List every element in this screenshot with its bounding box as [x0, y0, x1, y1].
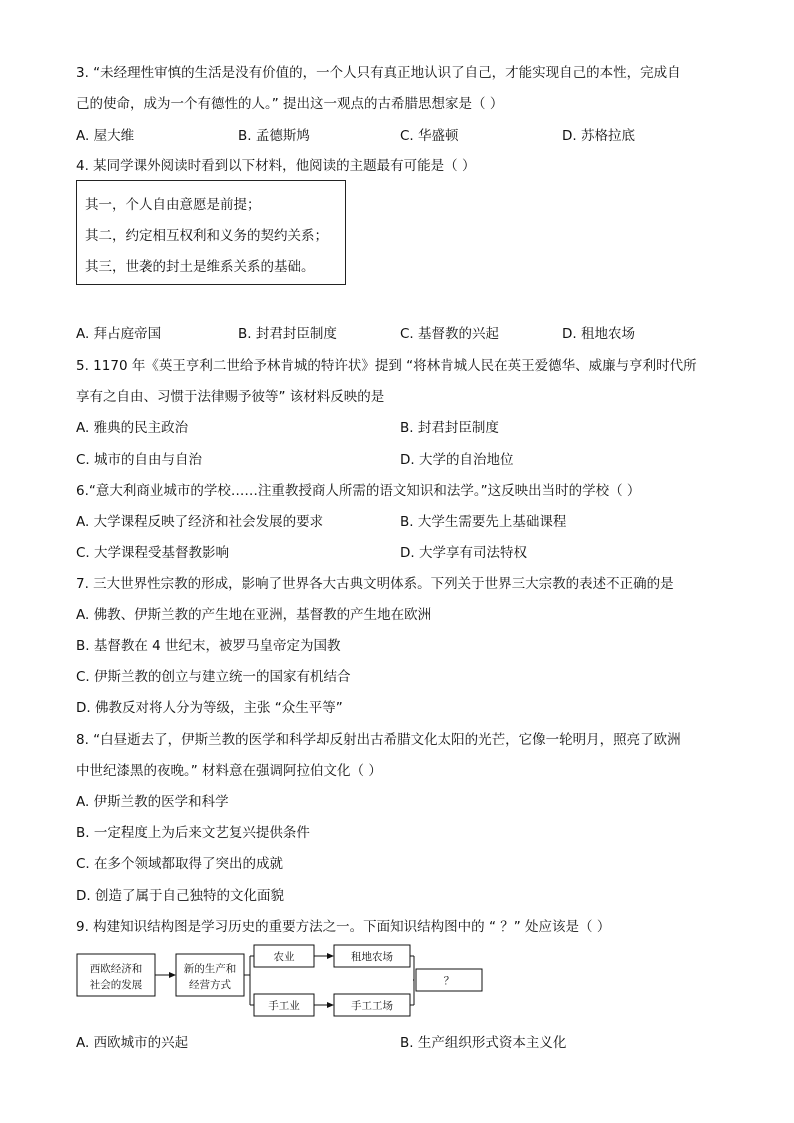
diagram-root-label: 西欧经济和: [89, 963, 143, 975]
diagram-unknown-label: ？: [443, 975, 455, 987]
q3-stem-line2: 己的使命，成为一个有德性的人。” 提出这一观点的古希腊思想家是（ ）: [76, 96, 504, 112]
q9-stem: 9. 构建知识结构图是学习历史的重要方法之一。下面知识结构图中的 “ ？” 处应该是（ ）: [76, 919, 611, 935]
q4-material-box: [76, 180, 346, 285]
q3-stem-line1: 3. “未经理性审慎的生活是没有价值的，一个人只有真正地认识了自己，才能实现自己的本性，完成自: [76, 65, 681, 81]
q6-option-d: D. 大学享有司法特权: [400, 545, 527, 561]
q4-material-line: 其三，世袭的封土是维系关系的基础。: [85, 259, 315, 275]
q7-option-d: D. 佛教反对将人分为等级，主张 “众生平等”: [76, 700, 343, 716]
q5-option-d: D. 大学的自治地位: [400, 452, 514, 468]
q6-stem: 6.“意大利商业城市的学校……注重教授商人所需的语文知识和法学。”这反映出当时的学校（ ）: [76, 483, 641, 499]
q8-stem-line2: 中世纪漆黑的夜晚。” 材料意在强调阿拉伯文化（ ）: [76, 763, 382, 779]
diagram-workshop-label: 手工工场: [351, 1000, 393, 1012]
q8-option-a: A. 伊斯兰教的医学和科学: [76, 794, 229, 810]
q8-option-c: C. 在多个领域都取得了突出的成就: [76, 856, 284, 872]
q6-option-a: A. 大学课程反映了经济和社会发展的要求: [76, 514, 324, 530]
diagram-root-label: 社会的发展: [89, 979, 143, 991]
q5-option-a: A. 雅典的民主政治: [76, 420, 189, 436]
q8-option-d: D. 创造了属于自己独特的文化面貌: [76, 888, 284, 904]
q3-option-a: A. 屋大维: [76, 128, 135, 144]
q6-option-c: C. 大学课程受基督教影响: [76, 545, 230, 561]
q4-option-b: B. 封君封臣制度: [238, 326, 337, 342]
q9-option-b: B. 生产组织形式资本主义化: [400, 1035, 567, 1051]
q5-option-c: C. 城市的自由与自治: [76, 452, 203, 468]
q5-stem-line1: 5. 1170 年《英王亨利二世给予林肯城的特许状》提到 “将林肯城人民在英王爱德华、威廉与亨利时代所: [76, 358, 697, 374]
q5-option-b: B. 封君封臣制度: [400, 420, 499, 436]
q4-material-line: 其一，个人自由意愿是前提；: [85, 197, 261, 213]
diagram-arrowhead: [327, 953, 334, 959]
diagram-mid-label: 经营方式: [189, 979, 231, 991]
q7-option-a: A. 佛教、伊斯兰教的产生地在亚洲，基督教的产生地在欧洲: [76, 607, 432, 623]
q4-option-d: D. 租地农场: [562, 326, 635, 342]
q4-option-c: C. 基督教的兴起: [400, 326, 500, 342]
q9-option-a: A. 西欧城市的兴起: [76, 1035, 189, 1051]
diagram-arrowhead: [327, 1002, 334, 1008]
q5-stem-line2: 享有之自由、习惯于法律赐予彼等” 该材料反映的是: [76, 389, 385, 405]
q6-option-b: B. 大学生需要先上基础课程: [400, 514, 567, 530]
q3-option-b: B. 孟德斯鸠: [238, 128, 310, 144]
knowledge-structure-diagram: [76, 942, 486, 1022]
q7-option-b: B. 基督教在 4 世纪末，被罗马皇帝定为国教: [76, 638, 341, 654]
diagram-handicraft-label: 手工业: [268, 1000, 300, 1012]
q4-option-a: A. 拜占庭帝国: [76, 326, 162, 342]
q7-stem: 7. 三大世界性宗教的形成，影响了世界各大古典文明体系。下列关于世界三大宗教的表述不正确的是: [76, 576, 674, 592]
q8-stem-line1: 8. “白昼逝去了，伊斯兰教的医学和科学却反射出古希腊文化太阳的光芒，它像一轮明月，照亮了欧洲: [76, 732, 681, 748]
diagram-farm-label: 租地农场: [351, 951, 393, 963]
q4-stem: 4. 某同学课外阅读时看到以下材料，他阅读的主题最有可能是（ ）: [76, 158, 476, 174]
q3-option-c: C. 华盛顿: [400, 128, 459, 144]
diagram-mid-label: 新的生产和: [183, 963, 237, 975]
q4-material-line: 其二，约定相互权利和义务的契约关系；: [85, 228, 328, 244]
q3-option-d: D. 苏格拉底: [562, 128, 635, 144]
diagram-arrowhead: [169, 972, 176, 978]
q8-option-b: B. 一定程度上为后来文艺复兴提供条件: [76, 825, 310, 841]
q7-option-c: C. 伊斯兰教的创立与建立统一的国家有机结合: [76, 669, 351, 685]
diagram-agriculture-label: 农业: [273, 951, 295, 963]
